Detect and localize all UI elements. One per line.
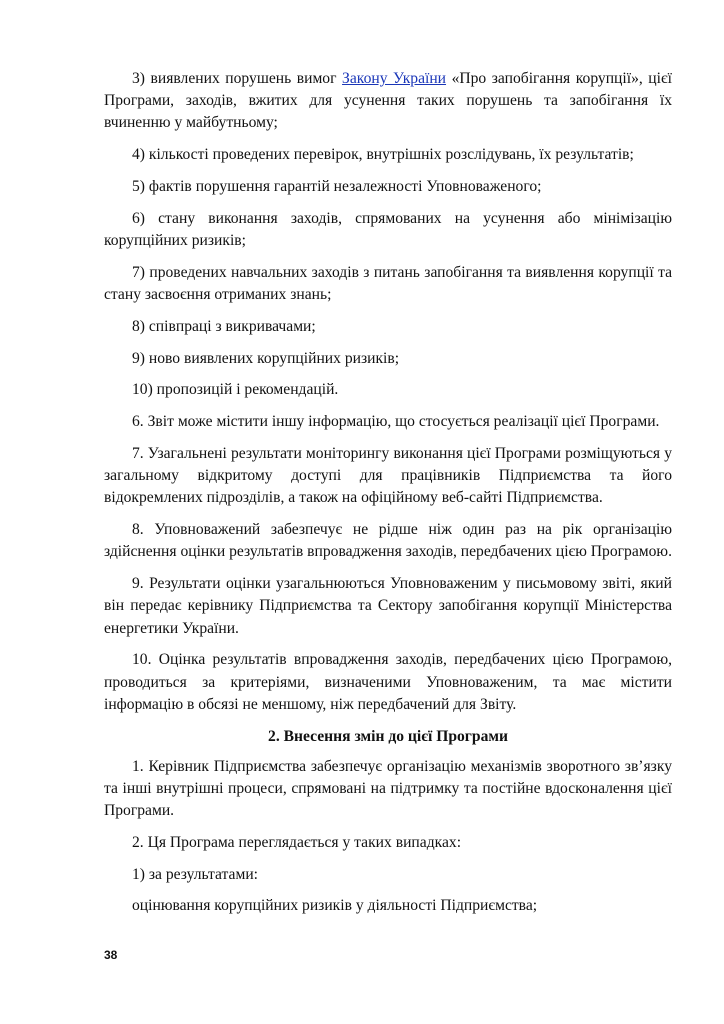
paragraph-item-5: 5) фактів порушення гарантій незалежності Уповноваженого; xyxy=(132,178,542,195)
paragraph-clause-9: 9. Результати оцінки узагальнюються Уповноваженим у письмовому звіті, який він передає керівнику Підприємства та Сектору запобігання корупції Міністерства енергетики України. xyxy=(104,575,672,637)
paragraph-item-7: 7) проведених навчальних заходів з питань запобігання та виявлення корупції та стану засвоєння отриманих знань; xyxy=(104,263,672,303)
paragraph-clause-8: 8. Уповноважений забезпечує не рідше ніж один раз на рік організацію здійснення оцінки результатів впровадження заходів, передбачених цією Програмою. xyxy=(104,521,672,561)
paragraph-text: «Про запобігання корупції», цієї Програми, заходів, вжитих для усунення таких порушень та запобігання їх вчиненню у майбутньому; xyxy=(104,70,673,132)
paragraph-text: 3) виявлених порушень вимог xyxy=(132,70,343,87)
paragraph-clause-7: 7. Узагальнені результати моніторингу виконання цієї Програми розміщуються у загальному відкритому доступі для працівників Підприємства та його відокремлених підрозділів, а також на офіційному веб-сайті Підприємства. xyxy=(104,444,672,507)
paragraph-item-3 xyxy=(104,68,672,135)
paragraph-item-4: 4) кількості проведених перевірок, внутрішніх розслідувань, їх результатів; xyxy=(132,146,634,164)
paragraph-item-8: 8) співпраці з викривачами; xyxy=(132,317,316,335)
paragraph-item-10: 10) пропозицій і рекомендацій. xyxy=(132,381,339,399)
paragraph-clause-6: 6. Звіт може містити іншу інформацію, що стосується реалізації цієї Програми. xyxy=(132,413,660,431)
paragraph-item-6: 6) стану виконання заходів, спрямованих на усунення або мінімізацію корупційних ризиків; xyxy=(104,209,672,249)
section-paragraph-2: 2. Ця Програма переглядається у таких випадках: xyxy=(132,833,462,851)
section-paragraph-1: 1. Керівник Підприємства забезпечує організацію механізмів зворотного зв’язку та інші внутрішні процеси, спрямовані на підтримку та постійне вдосконалення цієї Програми. xyxy=(104,757,672,819)
paragraph-clause-10: 10. Оцінка результатів впровадження заходів, передбачених цією Програмою, проводиться за критеріями, визначеними Уповноваженим, та має містити інформацію в обсязі не меншому, ніж передбачений для Звіту. xyxy=(104,651,672,713)
document-page xyxy=(104,68,672,927)
section-heading: 2. Внесення змін до цієї Програми xyxy=(268,727,508,745)
paragraph-item-9: 9) ново виявлених корупційних ризиків; xyxy=(132,349,400,367)
law-link[interactable]: Закону України xyxy=(342,70,447,87)
page-number: 38 xyxy=(104,948,118,962)
section-paragraph-3: 1) за результатами: xyxy=(132,865,259,883)
section-paragraph-4: оцінювання корупційних ризиків у діяльності Підприємства; xyxy=(132,897,538,915)
